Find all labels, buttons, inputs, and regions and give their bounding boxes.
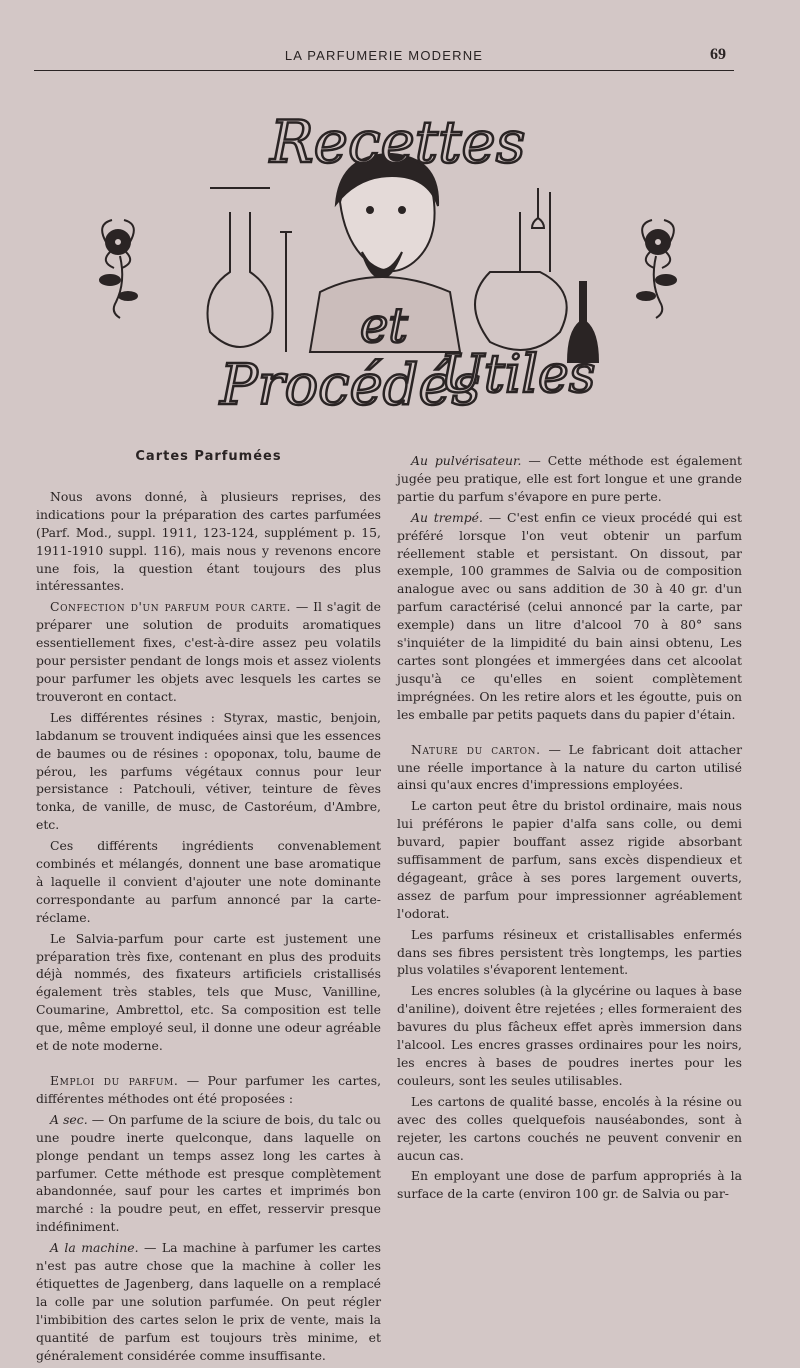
paragraph-intro: Nous avons donné, à plusieurs reprises, des indications pour la préparation des cartes parfumées (Parf. Mod., suppl. 1911, 123-124, supplément p. 15, 1911-1910 suppl. 116), mais nous y revenons encore une fois, la question étant toujours des plus intéressantes. bbox=[36, 488, 381, 594]
paragraph-machine: A la machine. — La machine à parfumer les cartes n'est pas autre chose que la machine à coller les étiquettes de Jagenberg, dans laquelle on a remplacé la colle par une solution parfumée. On peut régler l'imbibition des cartes selon le prix de vente, mais la quantité de parfum est toujours très minime, et généralement considérée comme insuffisante. bbox=[36, 1240, 381, 1363]
paragraph-carton: Le carton peut être du bristol ordinaire, mais nous lui préférons le papier d'alfa sans colle, ou demi buvard, papier bouffant assez rigide absorbant suffisamment de parfum, sans excès dispendieux et dégageant, grâce à ses pores largement ouverts, assez de parfum pour impressionner agréablement l'odorat. bbox=[397, 798, 742, 921]
page-number: 69 bbox=[710, 46, 726, 63]
method-trempe: Au trempé. bbox=[411, 509, 483, 525]
paragraph-parfums-resineux: Les parfums résineux et cristallisables enfermés dans ses fibres persistent très longtemps, les parties plus volatiles s'évaporent lentement. bbox=[397, 926, 742, 978]
paragraph-a-sec: A sec. — On parfume de la sciure de bois, du talc ou une poudre inerte quelconque, dans laquelle on plonge pendant un temps assez long les cartes à parfumer. Cette méthode est presque complètement abandonnée, sauf pour les cartes et imprimés bon marché : la poudre peut, en effet, resservir presque indéfiniment. bbox=[36, 1111, 381, 1235]
title-word-utiles: Utiles bbox=[440, 345, 596, 405]
paragraph-resines: Les différentes résines : Styrax, mastic, benjoin, labdanum se trouvent indiquées ainsi que les essences de baumes ou de résines : opoponax, tolu, baume de pérou, les parfums végétaux connus pour leur persistance : Patchouli, vétiver, teinture de fèves tonka, de vanille, de musc, de Castoréum, d'Ambre, etc. bbox=[36, 709, 381, 833]
recettes-illustration bbox=[90, 92, 690, 432]
paragraph-ingredients: Ces différents ingrédients convenablement combinés et mélangés, donnent une base aromatique à laquelle il convient d'ajouter une note dominante correspondante au parfum annoncé par la carte-réclame. bbox=[36, 838, 381, 925]
method-a-sec: A sec. bbox=[50, 1111, 88, 1127]
right-flower-ornament bbox=[637, 220, 676, 318]
running-header bbox=[34, 44, 734, 71]
paragraph-emploi: Emploi du parfum. — Pour parfumer les cartes, différentes méthodes ont été proposées : bbox=[36, 1073, 382, 1106]
paragraph-trempe: Au trempé. — C'est enfin ce vieux procédé qui est préféré lorsque l'on veut obtenir un parfum réellement stable et persistant. On dissout, par exemple, 100 grammes de Salvia ou de composition analogue avec ou sans addition de 30 à 40 gr. d'un parfum caractérisé (celui annoncé par la carte, par exemple) dans un litre d'alcool 70 à 80° sans s'inquiéter de la limpidité du bain ainsi obtenu, Les cartes sont plongées et immergées dans cet alcoolat jusqu'à ce qu'elles en soient complètement imprégnées. On les retire alors et les égoutte, puis on les emballe par petits paquets dans du papier d'étain. bbox=[397, 509, 742, 722]
method-machine: A la machine. bbox=[50, 1240, 139, 1256]
paragraph-pulverisateur: Au pulvérisateur. — Cette méthode est également jugée peu pratique, elle est fort longue et une grande partie du parfum s'évapore en pure perte. bbox=[397, 453, 742, 504]
title-word-recettes: Recettes bbox=[270, 108, 526, 176]
title-word-procedes: Procédés bbox=[220, 353, 481, 418]
right-column bbox=[397, 452, 742, 1206]
paragraph-encres: Les encres solubles (à la glycérine ou laques à base d'aniline), doivent être rejetées ; elles formeraient des bavures du plus fâcheux effet après immersion dans l'alcool. Les encres grasses ordinaires pour les noirs, les encres à bases de poudres inertes pour les couleurs, sont les seules utilisables. bbox=[397, 983, 742, 1088]
paragraph-nature: Nature du carton. — Le fabricant doit attacher une réelle importance à la nature du carton utilisé ainsi qu'aux encres d'impressions employées. bbox=[397, 741, 742, 793]
title-word-et: et bbox=[360, 298, 408, 354]
paragraph-salvia: Le Salvia-parfum pour carte est justement une préparation très fixe, contenant en plus des produits déjà nommés, des fixateurs artificiels cristallisés également très stables, tels que Musc, Vanilline, Coumarine, Ambrettol, etc. Sa composition est telle que, même employé seul, il donne une odeur agréable et de note moderne. bbox=[36, 930, 381, 1054]
subheading-emploi: Emploi du parfum. bbox=[50, 1073, 179, 1088]
left-column bbox=[36, 440, 381, 1368]
left-flower-ornament bbox=[100, 220, 137, 318]
subheading-nature: Nature du carton. bbox=[411, 741, 541, 757]
paragraph-confection: Confection d'un parfum pour carte. — Il s'agit de préparer une solution de produits aromatiques essentiellement fixes, c'est-à-dire assez peu volatils pour persister pendant de longs mois et assez violents pour parfumer les objets avec lesquels les cartes se trouveront en contact. bbox=[36, 599, 382, 704]
article-heading: Cartes Parfumées bbox=[135, 449, 282, 464]
paragraph-dose: En employant une dose de parfum appropriés à la surface de la carte (environ 100 gr. de Salvia ou par- bbox=[397, 1168, 742, 1202]
subheading-confection: Confection d'un parfum pour carte. bbox=[50, 599, 292, 615]
paragraph-cartons-qualite: Les cartons de qualité basse, encolés à la résine ou avec des colles quelquefois nauséabondes, sont à rejeter, les cartons couchés ne peuvent convenir en aucun cas. bbox=[397, 1093, 742, 1163]
method-pulverisateur: Au pulvérisateur. bbox=[411, 453, 522, 468]
running-title: LA PARFUMERIE MODERNE bbox=[284, 48, 484, 63]
